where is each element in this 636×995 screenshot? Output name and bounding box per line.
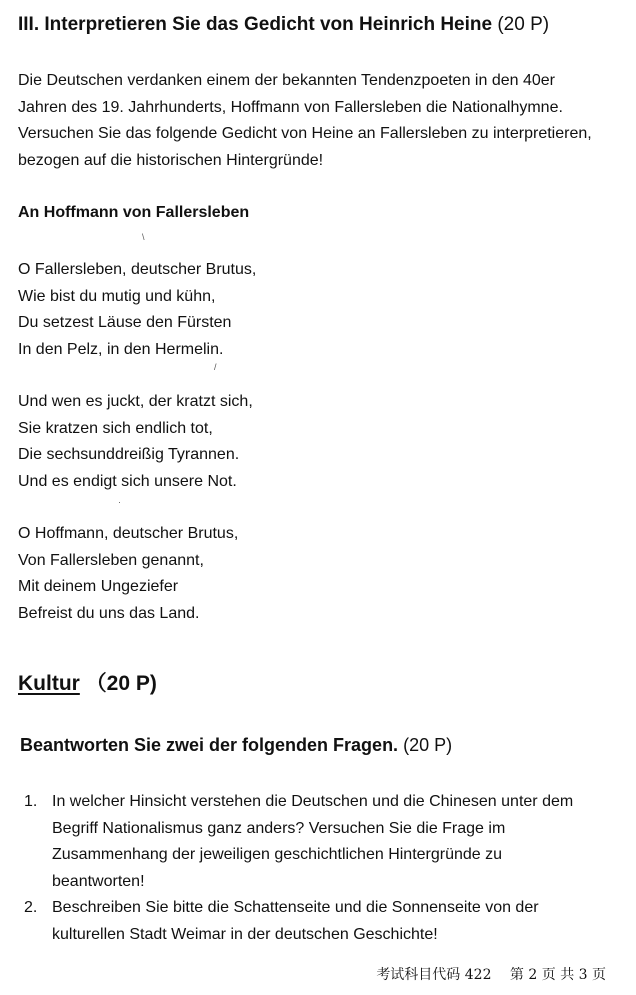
question-list: [18, 789, 628, 948]
questions-points: (20 P): [403, 735, 453, 755]
question-line: Begriff Nationalismus ganz anders? Versuchen Sie die Frage im: [52, 819, 506, 837]
question-number: 1.: [24, 793, 38, 810]
page-footer: 考试科目代码 422 第 2 页 共 3 页: [376, 967, 606, 983]
poem-stanza: [18, 257, 256, 363]
section-title: III. Interpretieren Sie das Gedicht von Heinrich Heine: [18, 14, 493, 35]
poem-line: Du setzest Läuse den Fürsten: [18, 314, 232, 331]
poem-stanza: [18, 389, 253, 495]
poem-line: Die sechsunddreißig Tyrannen.: [18, 446, 240, 463]
scan-speck: /: [214, 362, 217, 372]
section-heading: [18, 14, 549, 36]
scan-speck: ·: [118, 497, 121, 507]
question-line: kulturellen Stadt Weimar in der deutschen Geschichte!: [52, 925, 438, 943]
scan-speck: \: [142, 232, 145, 242]
poem-line: Mit deinem Ungeziefer: [18, 578, 179, 595]
question-item: [18, 895, 628, 948]
intro-line: Jahren des 19. Jahrhunderts, Hoffmann von Fallersleben die Nationalhymne.: [18, 98, 563, 116]
poem-line: Wie bist du mutig und kühn,: [18, 287, 216, 305]
questions-heading: [20, 735, 452, 756]
question-line: Beschreiben Sie bitte die Schattenseite und die Sonnenseite von der: [52, 899, 539, 916]
section-points: (20 P): [497, 14, 550, 35]
poem-line: Befreist du uns das Land.: [18, 604, 200, 622]
kultur-points: （20 P): [85, 672, 157, 695]
question-number: 2.: [24, 899, 38, 916]
intro-line: Die Deutschen verdanken einem der bekannten Tendenzpoeten in den 40er: [18, 72, 555, 89]
questions-title: Beantworten Sie zwei der folgenden Fragen.: [20, 735, 399, 755]
intro-line: bezogen auf die historischen Hintergründe!: [18, 151, 324, 169]
kultur-heading: [18, 667, 157, 697]
question-line: In welcher Hinsicht verstehen die Deutschen und die Chinesen unter dem: [52, 793, 574, 810]
poem-line: O Hoffmann, deutscher Brutus,: [18, 525, 239, 542]
question-item: [18, 789, 628, 895]
intro-paragraph: [18, 68, 628, 174]
poem-line: Sie kratzen sich endlich tot,: [18, 419, 213, 437]
poem-line: Und es endigt sich unsere Not.: [18, 472, 237, 490]
poem-stanza: [18, 521, 238, 627]
poem-line: Von Fallersleben genannt,: [18, 551, 204, 569]
question-line: beantworten!: [52, 872, 145, 890]
poem-title: An Hoffmann von Fallersleben: [18, 204, 250, 221]
poem-line: In den Pelz, in den Hermelin.: [18, 340, 224, 358]
intro-line: Versuchen Sie das folgende Gedicht von Heine an Fallersleben zu interpretieren,: [18, 125, 592, 142]
question-line: Zusammenhang der jeweiligen geschichtlichen Hintergründe zu: [52, 846, 503, 863]
kultur-title: Kultur: [18, 672, 80, 695]
poem-line: Und wen es juckt, der kratzt sich,: [18, 393, 253, 410]
poem-line: O Fallersleben, deutscher Brutus,: [18, 261, 257, 278]
